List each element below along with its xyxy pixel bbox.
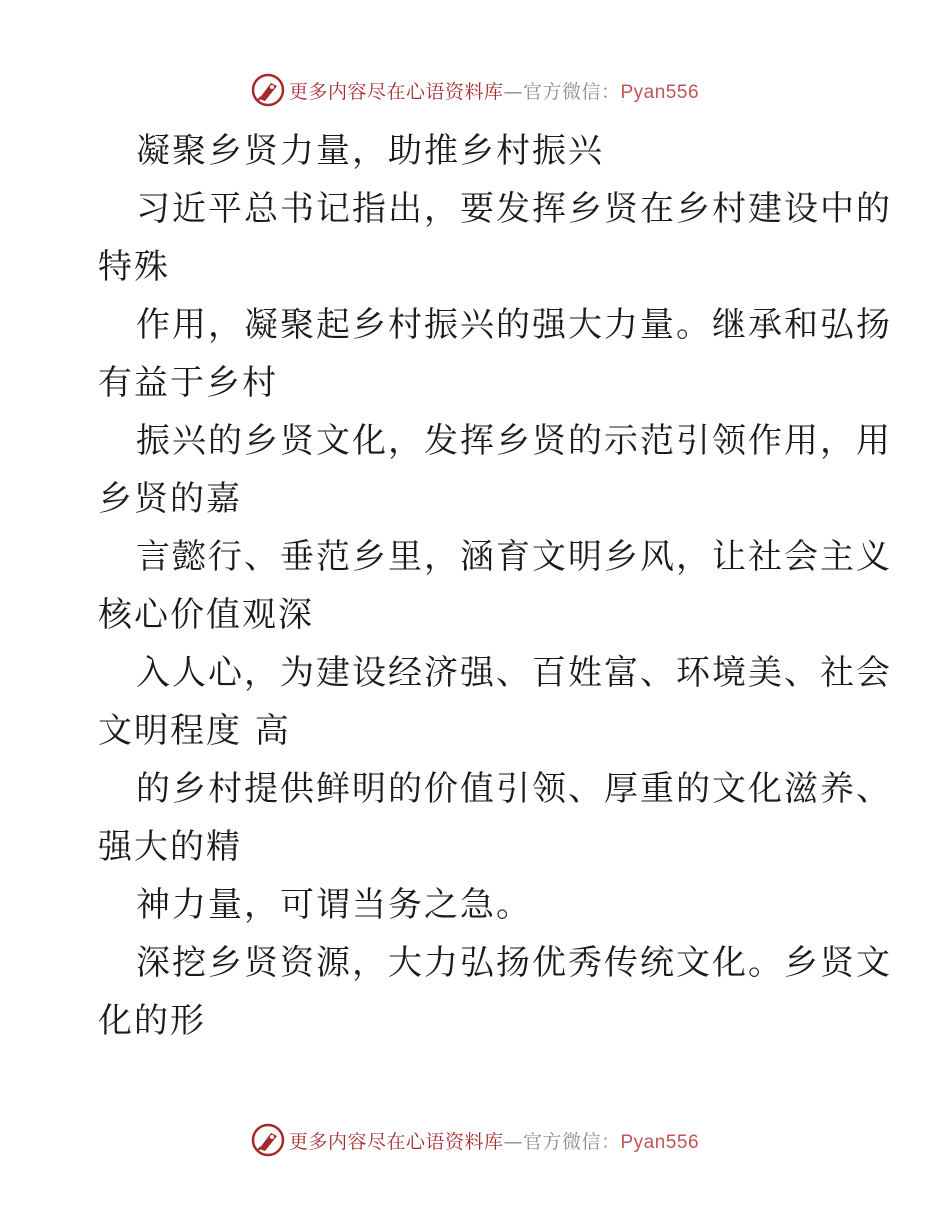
text-line: 特殊 (98, 247, 170, 287)
document-title: 凝聚乡贤力量，助推乡村振兴 (136, 131, 604, 171)
banner-wechat-id: Pyan556 (620, 1131, 700, 1153)
text-line: 核心价值观深 (98, 595, 314, 635)
footer-banner-text (289, 1127, 699, 1154)
text-line: 化的形 (98, 1001, 206, 1041)
text-line: 作用，凝聚起乡村振兴的强大力量。继承和弘扬 (136, 305, 892, 345)
text-line: 言懿行、垂范乡里，涵育文明乡风，让社会主义 (136, 537, 892, 577)
text-line: 入人心，为建设经济强、百姓富、环境美、社会 (136, 653, 892, 693)
header-banner (0, 70, 950, 110)
banner-main-text: 更多内容尽在心语资料库 (288, 1130, 504, 1153)
text-line: 强大的精 (98, 827, 242, 867)
banner-wechat-label: 官方微信： (522, 80, 621, 103)
text-line: 深挖乡贤资源，大力弘扬优秀传统文化。乡贤文 (136, 943, 892, 983)
pen-nib-logo-icon (251, 73, 285, 107)
footer-banner (0, 1120, 950, 1160)
pen-nib-logo-icon (251, 1123, 285, 1157)
banner-wechat-label: 官方微信： (522, 1130, 621, 1153)
text-line: 文明程度 高 (98, 711, 291, 751)
banner-separator: — (503, 80, 523, 103)
text-line: 的乡村提供鲜明的价值引领、厚重的文化滋养、 (136, 769, 892, 809)
text-line: 神力量，可谓当务之急。 (136, 885, 532, 925)
banner-main-text: 更多内容尽在心语资料库 (288, 80, 504, 103)
text-line: 有益于乡村 (98, 363, 278, 403)
document-body (98, 122, 892, 1050)
text-line: 振兴的乡贤文化，发挥乡贤的示范引领作用，用 (136, 421, 892, 461)
banner-separator: — (503, 1130, 523, 1153)
text-line: 乡贤的嘉 (98, 479, 242, 519)
banner-wechat-id: Pyan556 (620, 81, 700, 103)
header-banner-text (289, 77, 699, 104)
text-line: 习近平总书记指出，要发挥乡贤在乡村建设中的 (136, 189, 892, 229)
